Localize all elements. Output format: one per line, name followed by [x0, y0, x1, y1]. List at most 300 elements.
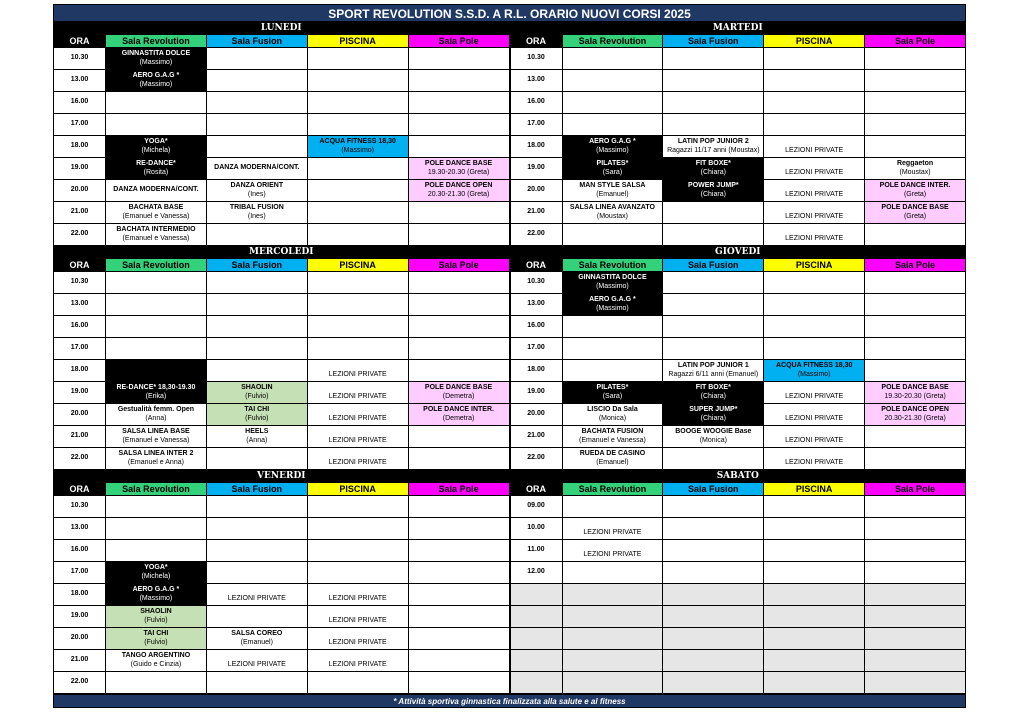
- class-cell: [206, 114, 307, 136]
- time-row: [510, 496, 966, 518]
- column-header-room: PISCINA: [764, 483, 865, 496]
- class-cell: [764, 360, 865, 382]
- class-cell: [206, 628, 307, 650]
- class-cell: [206, 294, 307, 316]
- class-cell: [408, 70, 509, 92]
- day-block-lunedi: [53, 22, 510, 246]
- class-cell: [106, 70, 207, 92]
- class-cell: [764, 448, 865, 470]
- column-header-room: Sala Revolution: [562, 483, 663, 496]
- class-cell: [408, 584, 509, 606]
- time-row: [510, 628, 966, 650]
- time-row: [510, 224, 966, 246]
- day-pair-row: [53, 22, 966, 246]
- time-cell: 17.00: [54, 562, 106, 584]
- class-instructor: (Emanuel e Vanessa): [122, 234, 190, 242]
- class-name: DANZA MODERNA/CONT.: [113, 186, 199, 194]
- time-cell: 19.00: [510, 382, 562, 404]
- class-name: BOOGE WOOGIE Base: [675, 428, 752, 436]
- class-cell: [562, 426, 663, 448]
- class-cell: [206, 584, 307, 606]
- class-cell: [206, 48, 307, 70]
- class-cell: [764, 180, 865, 202]
- class-name: BACHATA FUSION: [581, 428, 644, 436]
- class-instructor: 19.30-20.30 (Greta): [427, 168, 490, 176]
- time-row: [54, 426, 510, 448]
- class-name: PILATES*: [596, 160, 629, 168]
- time-cell: 10.30: [54, 496, 106, 518]
- class-cell: [663, 224, 764, 246]
- class-cell: [307, 180, 408, 202]
- class-name: POLE DANCE OPEN: [424, 182, 493, 190]
- class-cell: [764, 404, 865, 426]
- class-instructor: (Moustax): [596, 212, 628, 220]
- class-cell: [408, 426, 509, 448]
- class-cell: [663, 584, 764, 606]
- class-instructor: (Emanuel e Vanessa): [579, 436, 646, 444]
- class-instructor: 19.30-20.30 (Greta): [884, 392, 946, 400]
- class-instructor: (Ines): [247, 190, 266, 198]
- class-instructor: (Emanuel): [596, 458, 629, 466]
- class-cell: [408, 294, 509, 316]
- class-cell: [764, 382, 865, 404]
- class-cell: [307, 272, 408, 294]
- column-header-room: Sala Fusion: [206, 35, 307, 48]
- class-cell: [307, 426, 408, 448]
- class-cell: [865, 70, 966, 92]
- class-name: POWER JUMP*: [688, 182, 739, 190]
- class-cell: [865, 202, 966, 224]
- class-cell: [408, 316, 509, 338]
- class-name: YOGA*: [144, 564, 168, 572]
- time-cell: 19.00: [54, 606, 106, 628]
- time-row: [510, 92, 966, 114]
- class-instructor: Ragazzi 11/17 anni (Moustax): [667, 146, 760, 154]
- class-cell: [865, 294, 966, 316]
- class-name: BACHATA BASE: [128, 204, 184, 212]
- class-cell: [865, 136, 966, 158]
- class-cell: [764, 70, 865, 92]
- class-cell: [106, 92, 207, 114]
- class-cell: [206, 70, 307, 92]
- class-name: SHAOLIN: [241, 384, 273, 392]
- time-row: [510, 518, 966, 540]
- class-cell: [764, 338, 865, 360]
- class-cell: [865, 562, 966, 584]
- time-cell: 16.00: [54, 316, 106, 338]
- time-cell: 13.00: [510, 70, 562, 92]
- class-cell: [562, 584, 663, 606]
- class-instructor: (Massimo): [596, 282, 629, 290]
- class-cell: [206, 606, 307, 628]
- class-cell: [307, 518, 408, 540]
- time-row: [510, 382, 966, 404]
- time-row: [510, 158, 966, 180]
- class-name: ACQUA FITNESS 18,30: [776, 362, 853, 370]
- class-cell: [307, 650, 408, 672]
- class-cell: [865, 382, 966, 404]
- time-row: [510, 562, 966, 584]
- class-cell: [562, 562, 663, 584]
- class-instructor: (Rosita): [143, 168, 169, 176]
- column-header-room: Sala Fusion: [206, 259, 307, 272]
- time-row: [54, 540, 510, 562]
- day-block-mercoledi: [53, 246, 510, 470]
- class-name: HEELS: [245, 428, 269, 436]
- time-cell: 19.00: [54, 382, 106, 404]
- class-name: LISCIO Da Sala: [587, 406, 638, 414]
- day-table: [53, 246, 510, 470]
- class-cell: [206, 202, 307, 224]
- time-cell: [510, 606, 562, 628]
- class-cell: [562, 496, 663, 518]
- class-cell: [106, 650, 207, 672]
- day-block-giovedi: [510, 246, 967, 470]
- class-cell: [106, 584, 207, 606]
- class-cell: [663, 338, 764, 360]
- class-cell: [764, 584, 865, 606]
- class-cell: [106, 606, 207, 628]
- class-cell: [764, 426, 865, 448]
- class-cell: [562, 606, 663, 628]
- page-title: SPORT REVOLUTION S.S.D. A R.L. ORARIO NUOVI CORSI 2025: [53, 4, 966, 22]
- column-header-room: PISCINA: [307, 483, 408, 496]
- class-name: RUEDA DE CASINO: [579, 450, 646, 458]
- class-cell: [865, 426, 966, 448]
- class-name: SALSA LINEA AVANZATO: [569, 204, 655, 212]
- class-cell: [663, 92, 764, 114]
- time-cell: 13.00: [510, 294, 562, 316]
- time-row: [54, 606, 510, 628]
- class-cell: [106, 180, 207, 202]
- class-cell: [562, 224, 663, 246]
- class-instructor: (Michela): [141, 146, 171, 154]
- class-instructor: Ragazzi 6/11 anni (Emanuel): [668, 370, 759, 378]
- private-lessons-label: LEZIONI PRIVATE: [328, 660, 387, 668]
- class-cell: [764, 518, 865, 540]
- class-cell: [865, 114, 966, 136]
- time-cell: 19.00: [510, 158, 562, 180]
- footer-note: * Attività sportiva ginnastica finalizzata alla salute e al fitness: [53, 694, 966, 708]
- day-table: [53, 470, 510, 694]
- time-row: [510, 316, 966, 338]
- class-cell: [764, 136, 865, 158]
- class-name: FIT BOXE*: [695, 384, 731, 392]
- class-instructor: (Massimo): [139, 594, 173, 602]
- class-name: GINNASTITA DOLCE: [578, 274, 647, 282]
- class-name: SHAOLIN: [140, 608, 172, 616]
- class-name: POLE DANCE INTER.: [879, 182, 951, 190]
- class-cell: [562, 338, 663, 360]
- class-cell: [206, 496, 307, 518]
- class-cell: [206, 224, 307, 246]
- private-lessons-label: LEZIONI PRIVATE: [328, 392, 387, 400]
- time-cell: 18.00: [54, 136, 106, 158]
- class-name: TAI CHI: [143, 630, 169, 638]
- class-cell: [206, 180, 307, 202]
- class-cell: [106, 360, 207, 382]
- time-row: [54, 562, 510, 584]
- time-cell: 21.00: [510, 202, 562, 224]
- class-instructor: (Chiara): [700, 414, 726, 422]
- class-cell: [764, 114, 865, 136]
- time-cell: 20.00: [54, 180, 106, 202]
- class-cell: [307, 136, 408, 158]
- time-row: [54, 294, 510, 316]
- class-cell: [106, 202, 207, 224]
- class-name: TAI CHI: [244, 406, 270, 414]
- class-instructor: (Monica): [699, 436, 727, 444]
- class-cell: [663, 48, 764, 70]
- schedule-grid: [53, 22, 966, 694]
- private-lessons-label: LEZIONI PRIVATE: [785, 392, 844, 400]
- class-cell: [408, 158, 509, 180]
- class-cell: [408, 540, 509, 562]
- time-cell: 20.00: [54, 628, 106, 650]
- time-cell: 22.00: [510, 448, 562, 470]
- class-instructor: (Emanuel e Vanessa): [122, 436, 190, 444]
- class-name: Gestualità femm. Open: [117, 406, 195, 414]
- class-cell: [562, 316, 663, 338]
- column-header-room: Sala Pole: [865, 483, 966, 496]
- class-cell: [408, 404, 509, 426]
- schedule-sheet: [53, 4, 966, 708]
- private-lessons-label: LEZIONI PRIVATE: [785, 234, 844, 242]
- class-cell: [106, 294, 207, 316]
- class-instructor: (Fulvio): [245, 392, 269, 400]
- class-cell: [865, 338, 966, 360]
- time-row: [54, 70, 510, 92]
- class-cell: [106, 382, 207, 404]
- class-cell: [408, 518, 509, 540]
- class-instructor: (Anna): [145, 414, 167, 422]
- private-lessons-label: LEZIONI PRIVATE: [785, 458, 844, 466]
- class-cell: [865, 92, 966, 114]
- class-cell: [562, 158, 663, 180]
- time-cell: 18.00: [510, 136, 562, 158]
- day-table: [510, 22, 967, 246]
- class-cell: [307, 224, 408, 246]
- time-row: [510, 650, 966, 672]
- class-cell: [764, 650, 865, 672]
- class-cell: [307, 606, 408, 628]
- private-lessons-label: LEZIONI PRIVATE: [328, 436, 387, 444]
- time-cell: 16.00: [54, 540, 106, 562]
- class-cell: [562, 628, 663, 650]
- class-cell: [106, 628, 207, 650]
- time-row: [510, 272, 966, 294]
- time-cell: 21.00: [54, 650, 106, 672]
- column-header-room: Sala Revolution: [106, 483, 207, 496]
- class-cell: [663, 562, 764, 584]
- column-header-room: PISCINA: [307, 35, 408, 48]
- private-lessons-label: LEZIONI PRIVATE: [328, 616, 387, 624]
- class-cell: [106, 540, 207, 562]
- column-header-room: Sala Fusion: [663, 35, 764, 48]
- time-row: [510, 540, 966, 562]
- class-name: PILATES*: [596, 384, 629, 392]
- class-instructor: (Massimo): [139, 58, 173, 66]
- class-cell: [408, 628, 509, 650]
- column-header-room: Sala Revolution: [562, 35, 663, 48]
- class-cell: [408, 202, 509, 224]
- class-cell: [307, 48, 408, 70]
- class-name: ACQUA FITNESS 18,30: [319, 138, 396, 146]
- class-cell: [663, 448, 764, 470]
- class-name: AERO G.A.G *: [132, 586, 180, 594]
- private-lessons-label: LEZIONI PRIVATE: [785, 168, 844, 176]
- private-lessons-label: LEZIONI PRIVATE: [785, 146, 844, 154]
- day-block-sabato: [510, 470, 967, 694]
- column-header-room: Sala Revolution: [562, 259, 663, 272]
- class-cell: [865, 672, 966, 694]
- class-cell: [764, 540, 865, 562]
- time-row: [54, 584, 510, 606]
- time-row: [54, 496, 510, 518]
- private-lessons-label: LEZIONI PRIVATE: [785, 414, 844, 422]
- time-row: [54, 518, 510, 540]
- time-row: [54, 672, 510, 694]
- time-row: [54, 338, 510, 360]
- class-cell: [764, 294, 865, 316]
- time-cell: 17.00: [54, 338, 106, 360]
- class-cell: [663, 360, 764, 382]
- class-name: SALSA LINEA BASE: [122, 428, 190, 436]
- time-cell: 18.00: [54, 584, 106, 606]
- class-cell: [206, 426, 307, 448]
- private-lessons-label: LEZIONI PRIVATE: [328, 370, 387, 378]
- class-cell: [865, 540, 966, 562]
- class-cell: [408, 180, 509, 202]
- class-cell: [562, 294, 663, 316]
- time-cell: 13.00: [54, 518, 106, 540]
- class-cell: [865, 180, 966, 202]
- class-cell: [562, 540, 663, 562]
- class-cell: [865, 606, 966, 628]
- class-instructor: (Emanuel): [596, 190, 629, 198]
- class-cell: [106, 672, 207, 694]
- class-cell: [106, 114, 207, 136]
- class-cell: [206, 562, 307, 584]
- time-row: [510, 294, 966, 316]
- time-cell: 18.00: [510, 360, 562, 382]
- class-cell: [865, 360, 966, 382]
- class-cell: [408, 272, 509, 294]
- time-cell: 10.30: [54, 272, 106, 294]
- day-name: GIOVEDI: [510, 247, 966, 259]
- class-instructor: (Chiara): [700, 392, 726, 400]
- class-cell: [865, 158, 966, 180]
- class-cell: [663, 650, 764, 672]
- class-cell: [562, 202, 663, 224]
- class-cell: [562, 672, 663, 694]
- column-header-room: PISCINA: [764, 35, 865, 48]
- class-instructor: (Guido e Cinzia): [130, 660, 182, 668]
- private-lessons-label: LEZIONI PRIVATE: [328, 414, 387, 422]
- class-cell: [562, 114, 663, 136]
- time-cell: 16.00: [510, 316, 562, 338]
- class-cell: [764, 224, 865, 246]
- class-cell: [206, 136, 307, 158]
- class-name: DANZA MODERNA/CONT.: [214, 164, 300, 172]
- class-instructor: (Emanuel e Anna): [127, 458, 184, 466]
- class-cell: [206, 158, 307, 180]
- time-cell: 10.30: [510, 272, 562, 294]
- class-cell: [663, 272, 764, 294]
- class-cell: [663, 496, 764, 518]
- time-row: [510, 202, 966, 224]
- class-cell: [663, 672, 764, 694]
- class-cell: [663, 404, 764, 426]
- class-cell: [562, 272, 663, 294]
- class-cell: [106, 338, 207, 360]
- class-cell: [408, 606, 509, 628]
- class-instructor: (Chiara): [700, 168, 726, 176]
- class-cell: [408, 448, 509, 470]
- class-cell: [206, 360, 307, 382]
- class-cell: [865, 48, 966, 70]
- class-cell: [562, 448, 663, 470]
- class-cell: [562, 360, 663, 382]
- class-cell: [408, 92, 509, 114]
- column-header-ora: ORA: [54, 259, 106, 272]
- time-row: [54, 114, 510, 136]
- time-row: [510, 48, 966, 70]
- class-cell: [562, 382, 663, 404]
- class-cell: [206, 404, 307, 426]
- class-cell: [764, 562, 865, 584]
- day-name: LUNEDI: [54, 23, 510, 35]
- time-cell: 21.00: [54, 202, 106, 224]
- class-cell: [562, 180, 663, 202]
- time-row: [510, 448, 966, 470]
- class-cell: [562, 650, 663, 672]
- time-row: [54, 360, 510, 382]
- time-cell: 16.00: [54, 92, 106, 114]
- class-name: POLE DANCE BASE: [424, 160, 493, 168]
- class-cell: [865, 496, 966, 518]
- class-cell: [663, 180, 764, 202]
- class-instructor: (Michela): [141, 572, 171, 580]
- class-cell: [307, 92, 408, 114]
- class-instructor: (Demetra): [442, 414, 475, 422]
- class-name: RE-DANCE*: [136, 160, 176, 168]
- class-instructor: (Fulvio): [144, 616, 168, 624]
- class-cell: [307, 338, 408, 360]
- day-name: MARTEDI: [510, 23, 966, 35]
- time-cell: 21.00: [54, 426, 106, 448]
- private-lessons-label: LEZIONI PRIVATE: [227, 594, 286, 602]
- time-row: [54, 224, 510, 246]
- class-cell: [663, 294, 764, 316]
- class-cell: [206, 540, 307, 562]
- day-block-martedi: [510, 22, 967, 246]
- class-cell: [408, 224, 509, 246]
- class-cell: [663, 540, 764, 562]
- class-cell: [562, 48, 663, 70]
- class-cell: [106, 224, 207, 246]
- time-row: [510, 70, 966, 92]
- time-cell: 10.30: [54, 48, 106, 70]
- class-cell: [764, 606, 865, 628]
- class-cell: [408, 672, 509, 694]
- class-cell: [307, 382, 408, 404]
- class-cell: [663, 70, 764, 92]
- class-cell: [408, 496, 509, 518]
- time-cell: 21.00: [510, 426, 562, 448]
- class-cell: [106, 518, 207, 540]
- time-cell: 09.00: [510, 496, 562, 518]
